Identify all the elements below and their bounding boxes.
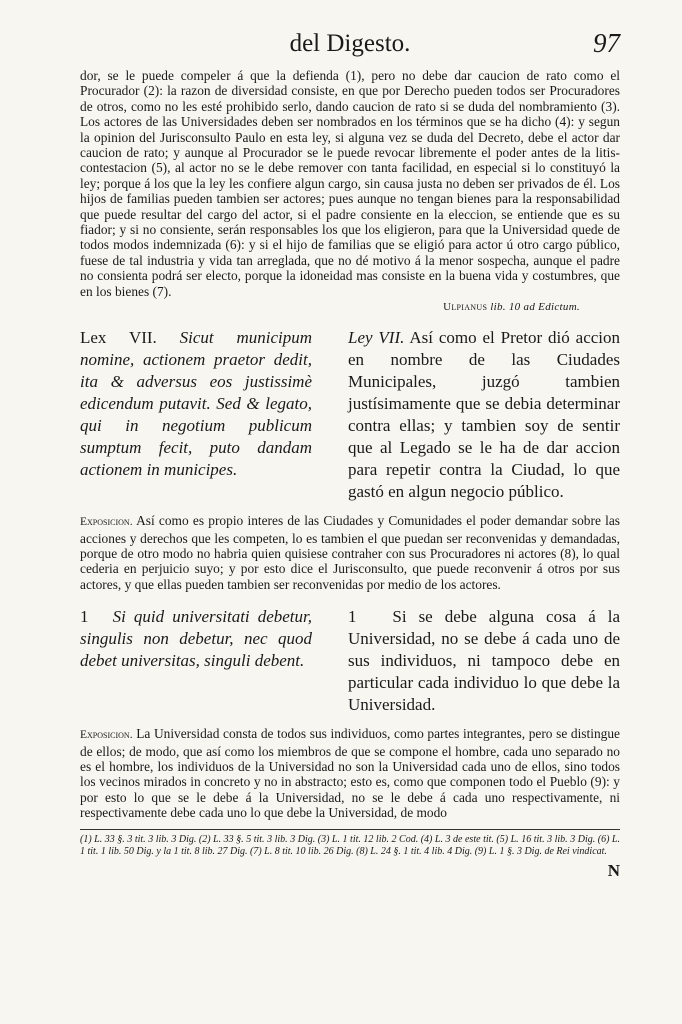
running-header [80,30,620,68]
latin-section-column [80,606,312,716]
law-seven-columns [80,327,620,503]
citation-signature [80,301,580,313]
citation-author: Ulpianus [443,301,488,314]
exposition-label-2: Exposicion. [80,729,133,742]
latin-column [80,327,312,503]
exposition-paragraph-2 [80,726,620,820]
exposition-text-2: La Universidad consta de todos sus individuos, como partes integrantes, pero se distingue de ellos; de modo, que así como los miembros de que se compone el hombre, cada uno separado no es el hombre, los individuos de la Universidad no son la Universidad cada uno de ellos, sino todos los vecinos mirados in concreto y no in abstracto; esto es, como que componen todo el Pueblo (9): y por esto lo que se le debe á la Universidad, no se le debe á cada uno respectivamente, ni respectivamente debe cada uno lo que debe la Universidad, de modo [80,726,620,821]
page-number: 97 [593,28,620,58]
exposition-text: Así como es propio interes de las Ciudades y Comunidades el poder demandar sobre las acciones y derechos que les competen, lo es tambien el que puedan ser reconvenidas y demandadas, porque de otro modo no habria quien quisiese contraher con sus Procuradores ni actores (8), lo qual cederia en perjuicio suyo; y por esto dice el Jurisconsulto, que puede reconvenir á otros por sus actores, y que ellas pueden tambien ser reconvenidas por medio de los actores. [80,513,620,592]
exposition-label: Exposicion. [80,516,133,529]
latin-law-text: Sicut municipum nomine, actionem praetor dedit, ita & adversus eos justissimè edicendum putavit. Sed & legato, qui in negotium publicum sumptum fecit, puto dandam actionem in municipes. [80,328,312,480]
spanish-law-text: Así como el Pretor dió accion en nombre de las Ciudades Municipales, juzgó tambien justísimamente que se debia determinar contra ellas; y tambien soy de sentir que al Legado se le ha de dar accion para repetir contra la Ciudad, lo que gastó en algun negocio público. [348,328,621,502]
signature-mark: N [607,860,620,880]
spanish-section-column [348,606,620,716]
exposition-paragraph [80,513,620,592]
footnote-rule [80,829,620,830]
body-paragraph: dor, se le puede compeler á que la defienda (1), pero no debe dar caucion de rato como el Procurador (2): la razon de diversidad consiste, en que por Derecho pueden todos ser Procuradores de otros, como no les esté prohibido serlo, dando caucion de rato si se duda del nombramiento (3). Los actores de las Universidades deben ser nombrados en los términos que se ha dicho (4): y segun la opinion del Jurisconsulto Paulo en esta ley, si alguna vez se duda del Decreto, debe el actor dar caucion de rato; y aunque al Procurador se le puede revocar libremente el poder antes de la litis-contestacion (5), al actor no se le debe remover con tanta facilidad, en especial si lo constituyó la ley; porque á los que la ley les confiere algun cargo, sin causa justa no deben ser privados de él. Los hijos de familias pueden tambien ser actores; pues aunque no tengan bienes para la responsabilidad que puede resultar del cargo del actor, si el padre consiente en la eleccion, se entiende que es su fiador; y si no consiente, serán responsables los que los eligieron, para que la Universidad quede de todos modos indemnizada (6): y si el hijo de familias que se eligió para actor ú otro cargo público, fuese de tal industria y vida tan arreglada, que no dé motivo á la menor sospecha, aunque el padre no consienta podrá ser electo, porque la idoneidad mas consiste en la buena vida y costumbres, que en los bienes (7). [80,68,620,299]
section-one-columns [80,606,620,716]
page [80,30,620,881]
spanish-section-number: 1 [348,607,357,627]
running-title: del Digesto. [289,30,411,57]
latin-section-number: 1 [80,607,89,627]
latin-law-heading: Lex VII. [80,328,157,348]
latin-section-text: Si quid universitati debetur, singulis non debetur, nec quod debet universitas, singuli debent. [80,607,312,671]
footnotes: (1) L. 33 §. 3 tit. 3 lib. 3 Dig. (2) L. 33 §. 5 tit. 3 lib. 3 Dig. (3) L. 1 tit. 12 lib. 2 Cod. (4) L. 3 de este tit. (5) L. 16 tit. 3 lib. 3 Dig. (6) L. 1 tit. 1 lib. 50 Dig. y la 1 tit. 8 lib. 27 Dig. (7) L. 8 tit. 10 lib. 26 Dig. (8) L. 24 §. 1 tit. 4 lib. 4 Dig. (9) L. 1 §. 3 Dig. de Rei vindicat. [80,833,620,858]
spanish-law-heading: Ley VII. [348,328,405,348]
spanish-column [348,327,620,503]
spanish-section-text: Si se debe alguna cosa á la Universidad, no se debe á cada uno de sus individuos, ni tampoco debe en particular cada individuo lo que debe la Universidad. [348,607,621,715]
citation-ref: lib. 10 ad Edictum. [490,301,580,314]
